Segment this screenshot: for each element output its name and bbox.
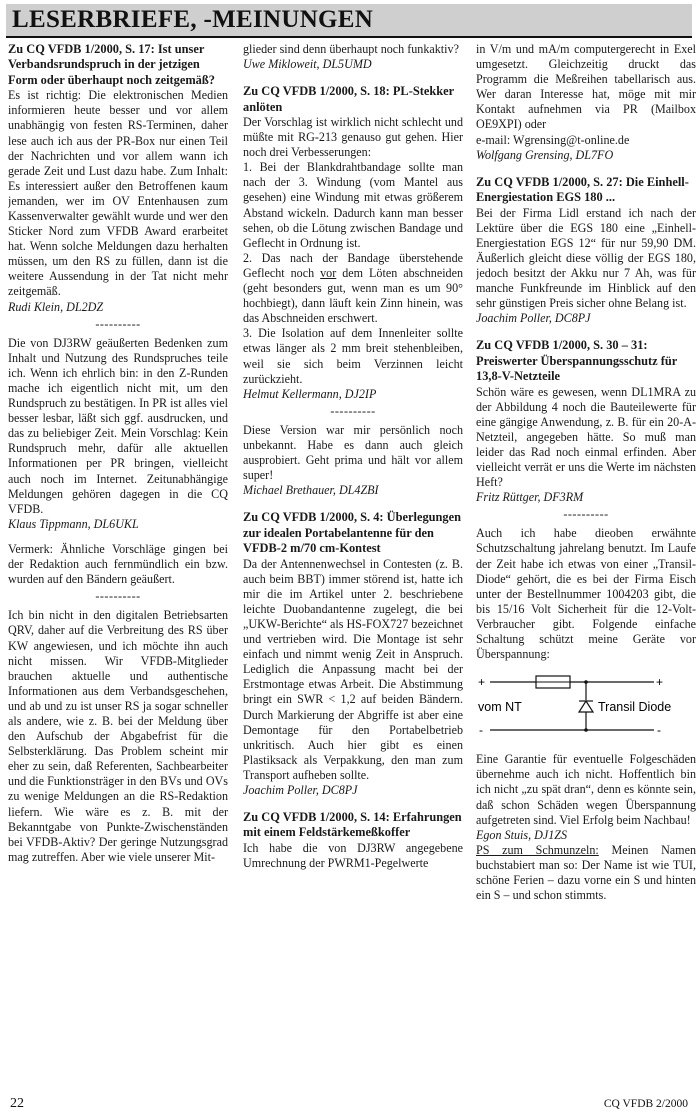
circuit-diagram (476, 668, 696, 744)
terminal-minus-left: - (479, 723, 483, 738)
editor-note: Vermerk: Ähnliche Vorschläge gingen bei der Redaktion auch fernmündlich ein bzw. wurden auf den Bändern geäußert. (8, 541, 228, 587)
email-line: e-mail: Wgrensing@t-online.de (476, 132, 630, 147)
letter-body: 3. Die Isolation auf dem Innenleiter sollte etwas länger als 2 mm breit stehenbleiben, weil sie sich beim Verzinnen leicht zurückzieht. (243, 326, 463, 386)
letter-body (476, 843, 696, 903)
letter-author: Fritz Rüttger, DF3RM (476, 490, 584, 505)
text-fragment: Meinen Namen buchstabiert man so: Der Name ist wie TUI, schöne Ferien – dazu vorne ein S und hinten ein S – und schon stimmts. (476, 842, 696, 903)
terminal-plus-right: + (656, 675, 664, 690)
letter-body: in V/m und mA/m computergerecht in Exel umgesetzt. Gleichzeitig druckt das Programm die Meßreihen tabellarisch aus. Wer daran Interesse hat, möge mit mir Kontakt aufnehmen via PR (Mailbox OE9XPI) oder (476, 42, 696, 132)
column-3 (476, 42, 696, 1086)
letter-author: Egon Stuis, DJ1ZS (476, 827, 568, 842)
letter-body: Eine Garantie für eventuelle Folgeschäden übernehme auch ich nicht. Hoffentlich bin ich nicht „zu spät dran“, denn es könnte sein, daß schon Schäden wegen Überspannung aufgetreten sind. Viel Erfolg beim Nachbau! (476, 752, 696, 827)
diode-symbol (579, 701, 593, 712)
letter-heading: Zu CQ VFDB 1/2000, S. 14: Erfahrungen mit einem Feldstärkemeßkoffer (243, 810, 462, 840)
letter-body: Diese Version war mir persönlich noch unbekannt. Habe es dann auch gleich ausprobiert. Geht prima und hält vor allem super! (243, 422, 463, 483)
underlined-phrase: PS zum Schmunzeln: (476, 842, 599, 857)
letter-body: glieder sind denn überhaupt noch funkaktiv? (243, 42, 459, 56)
letter-body: Der Vorschlag ist wirklich nicht schlecht und müßte mit RG-213 genauso gut gehen. Hier noch drei Verbesserungen: (243, 115, 463, 160)
letter-heading: Zu CQ VFDB 1/2000, S. 27: Die Einhell-Energiestation EGS 180 ... (476, 174, 689, 205)
letter-body (243, 251, 463, 326)
letter-heading: Zu CQ VFDB 1/2000, S. 4: Überlegungen zur idealen Portabelantenne für den VFDB-2 m/70 cm-Kontest (243, 510, 462, 556)
letter-heading: Zu CQ VFDB 1/2000, S. 30 – 31: Preiswerter Überspannungsschutz für 13,8-V-Netzteile (476, 338, 678, 384)
separator: ---------- (563, 507, 609, 522)
letter-author: Michael Brethauer, DL4ZBI (243, 483, 379, 498)
text-fragment: 2. Das nach der Bandage überstehende Geflecht noch (243, 250, 463, 280)
page-number: 22 (10, 1096, 24, 1111)
letter-body: Ich habe die von DJ3RW angegebene Umrechnung der PWRM1-Pegelwerte (243, 840, 463, 870)
page-title: LESERBRIEFE, -MEINUNGEN (12, 6, 374, 33)
issue-label: CQ VFDB 2/2000 (603, 1098, 688, 1110)
letter-body: Bei der Firma Lidl erstand ich nach der Lektüre über die EGS 180 eine „Einhell-Energiestation EGS 12“ für nur 59,90 DM. Äußerlich gleicht diese völlig der EGS 180, jedoch besitzt der Akku nur 7 Ah, was für manche Funkfreunde im Hinblick auf den sehr günstigen Preis sicher ohne Belang ist. (476, 205, 696, 311)
letter-body: Da der Antennenwechsel in Contesten (z. B. auch beim BBT) immer störend ist, hatte ich mir die im Artikel unter 2. beschriebene leichte Duobandantenne zugelegt, die bei „UKW-Berichte“ als HS-FOX727 bezeichnet und vertrieben wird. Die Montage ist sehr einfach und nimmt wenig Zeit in Anspruch. Lediglich die Anpassung macht bei der Erstmontage etwas Arbeit. Die Abstimmung bringt ein SWR < 1,2 auf beiden Bändern. Durch Markierung der Abgriffe ist aber eine Demontage für den Portabelbetrieb unkritisch. Auch hier gibt es einen Plastiksack als Verpakkung, den man zum Transport aufheben sollte. (243, 556, 463, 782)
letter-author: Joachim Poller, DC8PJ (243, 782, 358, 797)
letter-body: Die von DJ3RW geäußerten Bedenken zum Inhalt und Nutzung des Rundspruches teile ich. Wenn ich ehrlich bin: in den Z-Runden mache ich eigentlich nicht mit, um den Rundspruch zu bestätigen. In PR ist alles viel besser lesbar, läßt sich ggf. ausdrucken, und das zu beliebiger Zeit. Mein Vorschlag: Kein Rundspruch mehr, dafür alle aktuellen Informationen per PR bringen, vielleicht auch noch im Internet. Zeitunabhängige Meldungen gehören dagegen in die CQ VFDB. (8, 335, 228, 516)
letter-body: 1. Bei der Blankdrahtbandage sollte man nach der 3. Windung (vom Mantel aus gesehen) eine Windung mit etwas größerem Abstand wickeln. Dadurch kann man besser sehen, ob die Lötung zwischen Bandage und Geflecht in Ordnung ist. (243, 160, 463, 250)
letter-body: Es ist richtig: Die elektronischen Medien informieren heute besser und vor allem unabhängig von festen RS-Terminen, daher lese auch ich aus der PR-Box nur einen Teil der Nachrichten und vor allem wann ich gerade Zeit und Lust dazu habe. Zum Inhalt: Es interessiert außer den Betroffenen kaum jemanden, wer im OV Entenhausen zum Kassenverwalter gewählt wurde und wer den Sticker Nord zum VFDB Award erarbeitet hat. Wenn solche Meldungen dazu herhalten müssen, um den RS zu füllen, dann ist die weitere Aussendung in der Tat nicht mehr zeitgemäß. (8, 88, 228, 299)
letter-body: Schön wäre es gewesen, wenn DL1MRA zu der Abbildung 4 noch die Bauteilewerte für eine gängige Anwendung, z. B. für ein 20-A-Netzteil, angegeben hätte. So muß man leider das Rad noch einmal erfinden. Aber vielleicht verrät er uns die Werte im nächsten Heft? (476, 384, 696, 490)
column-1 (8, 42, 228, 1086)
letter-author: Klaus Tippmann, DL6UKL (8, 516, 139, 531)
column-2 (243, 42, 463, 1086)
label-vom-nt: vom NT (478, 700, 522, 715)
letter-author: Helmut Kellermann, DJ2IP (243, 386, 377, 401)
separator: ---------- (95, 316, 141, 331)
letter-author: Rudi Klein, DL2DZ (8, 299, 104, 314)
text-fragment: dem Löten abschneiden (geht besonders gut, wenn man es um 90° hochbiegt), dann läuft kein Zinn hinein, was das Abschneiden erschwert. (243, 265, 463, 326)
letter-author: Joachim Poller, DC8PJ (476, 311, 591, 326)
terminal-minus-right: - (657, 723, 661, 738)
letter-body: Ich bin nicht in den digitalen Betriebsarten QRV, daher auf die Verbreitung des RS über KW angewiesen, und ich möchte ihn auch nicht missen. Wir VFDB-Mitglieder brauchen aktuelle und authentische Informationen aus dem Verbandsgeschehen, und ab und zu ist unser RS ja sogar schneller als andere, wie z. B. bei der Meldung über den Aufschub der Abgabefrist für die Selbsterklärung. Das Problem scheint mir eher zu sein, daß Referenten, Sachbearbeiter und die Funktionsträger in den BVs und OVs zu wenige Meldungen an die RS-Redaktion liefern. Wie wäre es z. B. mit der Bekanntgabe von Punkte-Zwischenständen bei VFDB-Aktiv? Der geringe Nutzungsgrad mag zutreffen. Aber wie viele unserer Mit- (8, 608, 228, 864)
letter-heading: Zu CQ VFDB 1/2000, S. 18: PL-Stekker anlöten (243, 84, 454, 114)
letter-author: Wolfgang Grensing, DL7FO (476, 147, 614, 162)
underlined-word: vor (320, 265, 337, 280)
page-header (6, 4, 692, 38)
label-transil-diode: Transil Diode (598, 700, 672, 715)
terminal-plus-left: + (478, 675, 486, 690)
separator: ---------- (95, 589, 141, 604)
separator: ---------- (330, 403, 376, 418)
letter-heading: Zu CQ VFDB 1/2000, S. 17: Ist unser Verbandsrundspruch in der jetzigen Form oder überhaupt noch zeitgemäß? (8, 42, 215, 87)
letter-author: Uwe Mikloweit, DL5UMD (243, 57, 372, 72)
letter-body: Auch ich habe dieoben erwähnte Schutzschaltung jahrelang benutzt. Im Laufe der Zeit habe ich etwas von einer „Transil-Diode“ gehört, die es bei der Firma Eisch unter der Bestellnummer 1004203 gibt, die bis 15/16 Volt Sicherheit für die 12-Volt-Verbraucher gibt. Folgende einfache Schaltung schützt meine Geräte vor Überspannung: (476, 526, 696, 662)
